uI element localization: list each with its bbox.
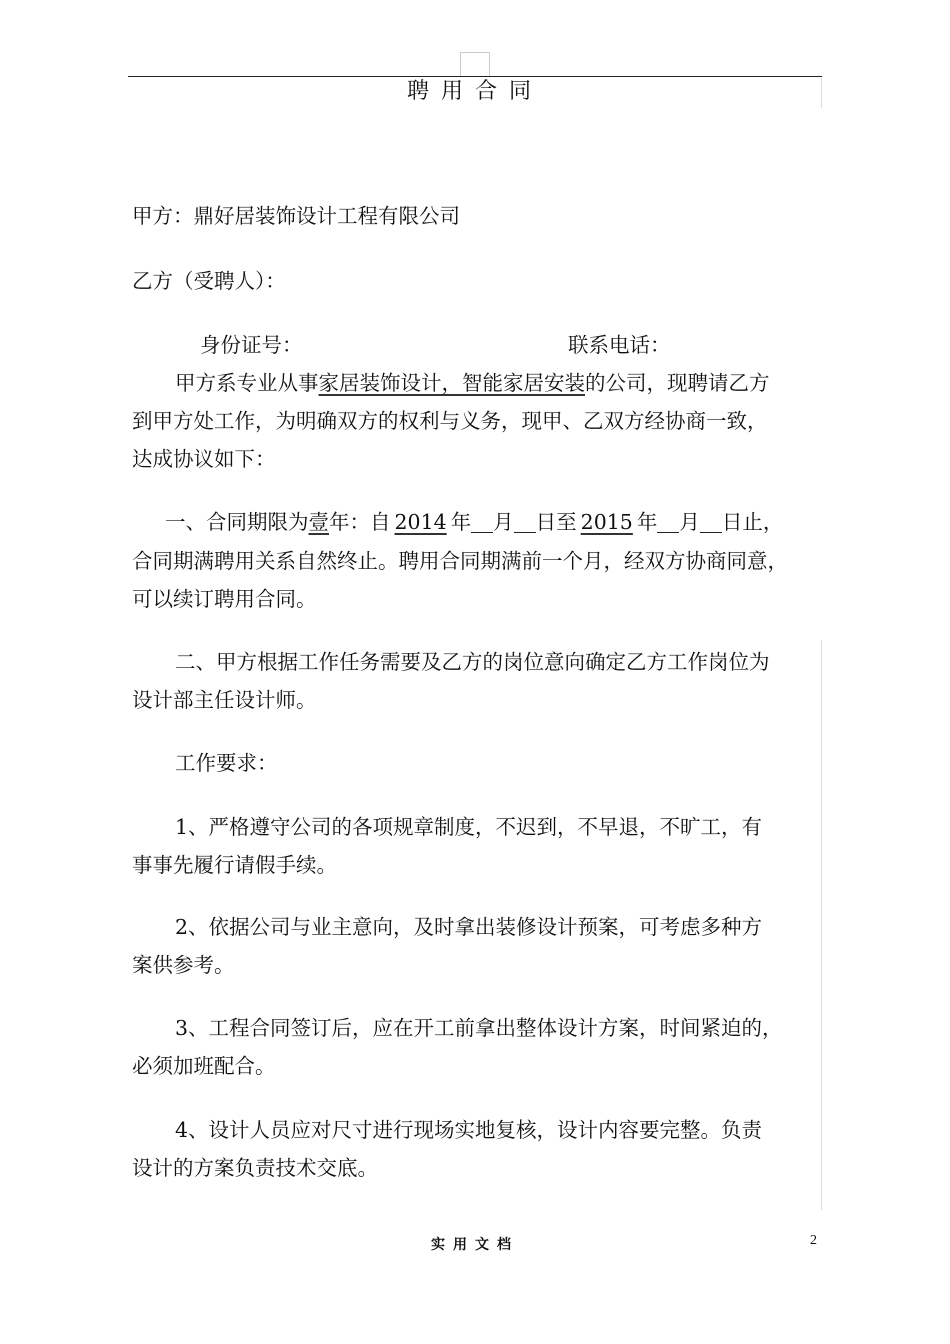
clause-1-text: 日止， xyxy=(721,510,784,534)
header-rule xyxy=(128,76,822,77)
clause-1-text: 月 xyxy=(679,510,700,534)
clause-2-line-1: 二、甲方根据工作任务需要及乙方的岗位意向确定乙方工作岗位为 xyxy=(175,650,770,674)
requirement-3-line-1: 3、工程合同签订后，应在开工前拿出整体设计方案，时间紧迫的， xyxy=(175,1016,783,1040)
intro-line-3: 达成协议如下： xyxy=(132,447,276,471)
start-year: 2014 xyxy=(394,510,447,534)
end-day-blank xyxy=(700,512,722,533)
requirements-heading: 工作要求： xyxy=(175,751,278,775)
clause-1-line-3: 可以续订聘用合同。 xyxy=(132,587,317,611)
requirement-1-line-2: 事事先履行请假手续。 xyxy=(132,853,337,877)
intro-line-2: 到甲方处工作，为明确双方的权利与义务，现甲、乙双方经协商一致， xyxy=(132,409,768,433)
requirement-4-line-1: 4、设计人员应对尺寸进行现场实地复核，设计内容要完整。负责 xyxy=(175,1118,763,1142)
document-title: 聘用合同 xyxy=(406,79,543,104)
term-length: 壹 xyxy=(308,510,329,534)
page-number: 2 xyxy=(810,1233,817,1248)
phone-label: 联系电话： xyxy=(568,333,671,357)
requirement-4-line-2: 设计的方案负责技术交底。 xyxy=(132,1156,378,1180)
clause-1-line-1 xyxy=(165,509,865,535)
clause-1-text: 年 xyxy=(636,510,658,534)
end-month-blank xyxy=(657,512,679,533)
requirement-3-line-2: 必须加班配合。 xyxy=(132,1054,276,1078)
clause-1-text: 日至 xyxy=(535,510,577,534)
party-b-line: 乙方（受聘人）： xyxy=(132,269,286,293)
start-month-blank xyxy=(471,512,493,533)
start-day-blank xyxy=(514,512,536,533)
clause-1-line-2: 合同期满聘用关系自然终止。聘用合同期满前一个月，经双方协商同意， xyxy=(132,549,788,573)
footer-label: 实用文档 xyxy=(431,1237,519,1253)
intro-text-post: 的公司，现聘请乙方 xyxy=(585,371,770,395)
requirement-2-line-1: 2、依据公司与业主意向，及时拿出装修设计预案，可考虑多种方 xyxy=(175,915,763,939)
business-scope: 家居装饰设计，智能家居安装 xyxy=(318,371,585,395)
intro-line-1 xyxy=(175,370,875,396)
party-a-line: 甲方：鼎好居装饰设计工程有限公司 xyxy=(132,204,460,228)
intro-text-pre: 甲方系专业从事 xyxy=(175,371,319,395)
margin-guide-top xyxy=(821,78,822,108)
requirement-2-line-2: 案供参考。 xyxy=(132,953,235,977)
end-year: 2015 xyxy=(580,510,633,534)
clause-1-text: 年：自 xyxy=(329,510,391,534)
clause-2-line-2: 设计部主任设计师。 xyxy=(132,688,317,712)
requirement-1-line-1: 1、严格遵守公司的各项规章制度，不迟到，不早退，不旷工，有 xyxy=(175,815,763,839)
header-decoration-box xyxy=(460,52,490,77)
clause-1-text: 年 xyxy=(450,510,472,534)
clause-1-text: 一、合同期限为 xyxy=(165,510,309,534)
clause-1-text: 月 xyxy=(493,510,514,534)
id-number-label: 身份证号： xyxy=(200,333,303,357)
